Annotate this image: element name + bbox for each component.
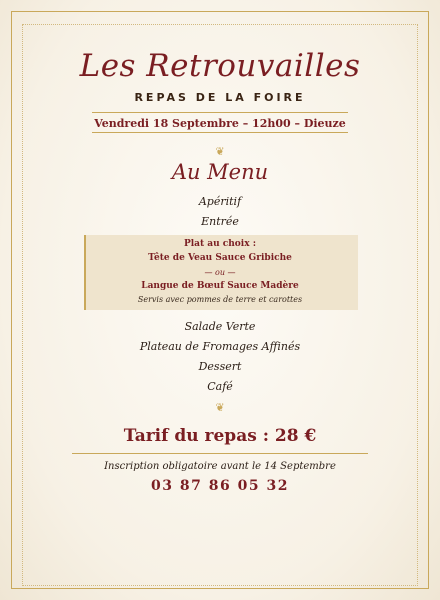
plat-option-1: Tête de Veau Sauce Gribiche [148, 253, 292, 263]
menu-item-dessert: Dessert [198, 360, 242, 373]
fleuron-icon-bottom: ❦ [215, 401, 225, 414]
plat-note: Servis avec pommes de terre et carottes [137, 295, 303, 304]
event-subtitle: REPAS DE LA FOIRE [134, 91, 306, 104]
date-rule [92, 132, 348, 133]
plat-separator: — ou — [204, 268, 236, 277]
fleuron-icon: ❦ [215, 145, 225, 158]
plat-heading: Plat au choix : [183, 239, 257, 249]
price-rule [72, 453, 368, 454]
phone-number: 03 87 86 05 32 [151, 478, 289, 494]
menu-item-fromages: Plateau de Fromages Affinés [139, 340, 301, 353]
plat-option-2: Langue de Bœuf Sauce Madère [141, 281, 299, 291]
top-rule [92, 112, 348, 113]
menu-item-aperitif: Apéritif [198, 195, 242, 208]
price-label: Tarif du repas : 28 € [123, 426, 317, 446]
menu-heading: Au Menu [171, 160, 269, 184]
event-date-line: Vendredi 18 Septembre – 12h00 – Dieuze [94, 117, 346, 130]
event-title: Les Retrouvailles [79, 48, 361, 84]
menu-item-salade: Salade Verte [184, 320, 256, 333]
menu-item-entree: Entrée [201, 215, 239, 228]
inscription-note: Inscription obligatoire avant le 14 Septembre [104, 461, 336, 472]
menu-item-cafe: Café [207, 380, 233, 393]
